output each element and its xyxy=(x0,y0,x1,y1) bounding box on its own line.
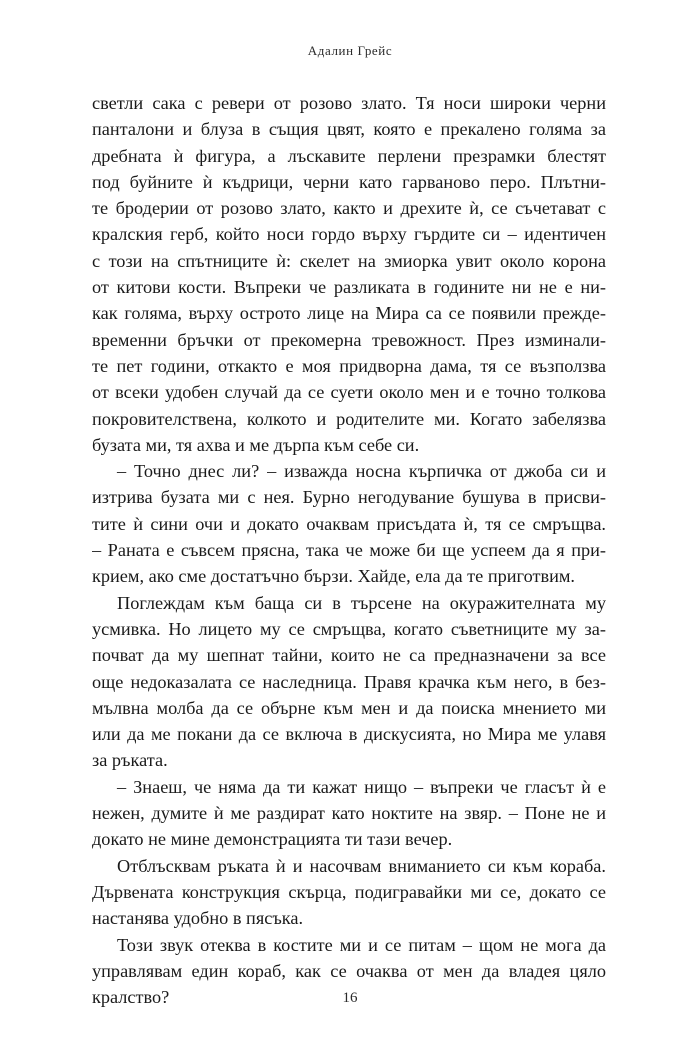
text-line: как голяма, върху острото лице на Мира са се появили прежде- xyxy=(92,303,606,324)
text-line: временни бръчки от прекомерна тревожност. През изминали- xyxy=(92,329,606,350)
text-line: покровителствена, колкото и родителите ми. Когато забелязва xyxy=(92,408,606,429)
text-line: настанява удобно в пясъка. xyxy=(92,908,304,929)
text-line: почват да му шепнат тайни, които не са предназначени за все xyxy=(92,645,606,666)
text-line: Дървената конструкция скърца, подигравайки ми се, докато се xyxy=(92,881,606,902)
text-line: кралския герб, който носи гордо върху гърдите си – идентичен xyxy=(92,224,606,245)
text-line: мълвна молба да се обърне към мен и да поиска мнението ми xyxy=(92,697,606,718)
text-line: панталони и блуза в същия цвят, която е прекалено голяма за xyxy=(92,119,606,140)
text-line: за ръката. xyxy=(92,750,168,771)
text-line: докато не мине демонстрацията ти тази вечер. xyxy=(92,829,453,850)
text-line: нежен, думите ѝ ме раздират като ноктите на звяр. – Поне не и xyxy=(92,803,606,824)
text-line: Отблъсквам ръката ѝ и насочвам вниманието си към кораба. xyxy=(117,855,606,876)
text-line: кралство? xyxy=(92,987,170,1008)
text-line: Този звук отеква в костите ми и се питам – щом не мога да xyxy=(117,934,606,955)
text-line: или да ме покани да се включа в дискусията, но Мира ме улавя xyxy=(92,724,606,745)
text-line: крием, ако сме достатъчно бързи. Хайде, ела да те приготвим. xyxy=(92,566,576,587)
text-line: с този на спътниците ѝ: скелет на змиорка увит около корона xyxy=(92,250,606,271)
body-text xyxy=(92,90,606,1010)
text-line: дребната ѝ фигура, а лъскавите перлени презрамки блестят xyxy=(92,145,606,166)
text-line: бузата ми, тя ахва и ме дърпа към себе си. xyxy=(92,434,420,455)
text-line: – Знаеш, че няма да ти кажат нищо – въпреки че гласът ѝ е xyxy=(117,776,606,797)
text-line: от всеки удобен случай да се суети около мен и е точно толкова xyxy=(92,382,606,403)
text-line: усмивка. Но лицето му се смръщва, когато съветниците му за- xyxy=(92,618,606,639)
text-line: под буйните ѝ къдрици, черни като гарваново перо. Плътни- xyxy=(92,171,606,192)
running-head-author: Адалин Грейс xyxy=(307,43,393,58)
text-line: от китови кости. Въпреки че разликата в годините ни не е ни- xyxy=(92,277,606,298)
text-line: още недоказалата се наследница. Правя крачка към него, в без- xyxy=(92,671,606,692)
text-line: – Точно днес ли? – изважда носна кърпичка от джоба си и xyxy=(117,461,606,482)
text-line: светли сака с ревери от розово злато. Тя носи широки черни xyxy=(92,93,606,113)
text-line: те бродерии от розово злато, както и дрехите ѝ, се съчетават с xyxy=(92,198,606,219)
text-line: – Раната е съвсем прясна, така че може би ще успеем да я при- xyxy=(92,540,606,561)
text-line: Поглеждам към баща си в търсене на окуражителната му xyxy=(117,592,606,613)
text-line: изтрива бузата ми с нея. Бурно негодувание бушува в присви- xyxy=(92,487,606,508)
text-line: те пет години, откакто е моя придворна дама, тя се възползва xyxy=(92,355,606,376)
text-line: тите ѝ сини очи и докато очаквам присъдата ѝ, тя се смръщва. xyxy=(92,513,606,534)
page-number: 16 xyxy=(342,990,358,1006)
text-line: управлявам един кораб, как се очаква от мен да владея цяло xyxy=(92,960,606,981)
